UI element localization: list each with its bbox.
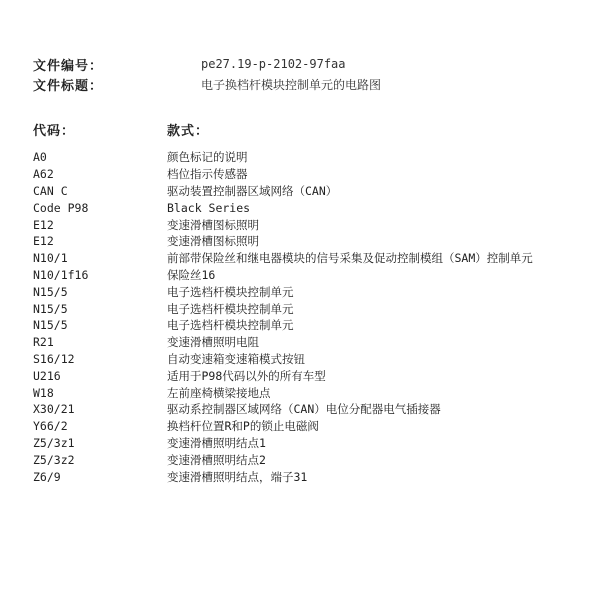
component-description: 电子选档杆模块控制单元 [167,318,294,333]
component-code: U216 [33,368,61,383]
component-code: N15/5 [33,301,68,316]
component-code: N10/1 [33,251,68,266]
component-code: E12 [33,234,54,249]
doc-title-label: 文件标题： [33,78,104,94]
doc-number-row [33,56,593,72]
list-item [33,317,598,334]
component-list [33,149,598,485]
list-item [33,199,598,216]
component-code: N15/5 [33,318,68,333]
list-item [33,216,598,233]
code-column-header: 代码： [33,124,76,139]
component-description: 保险丝16 [167,267,216,282]
list-item [33,451,598,468]
component-code: Z5/3z2 [33,452,75,467]
list-item [33,351,598,368]
component-code: W18 [33,385,54,400]
component-code: Code P98 [33,200,89,215]
component-description: 变速滑槽图标照明 [167,234,259,249]
component-description: 变速滑槽图标照明 [167,217,259,232]
list-item [33,435,598,452]
component-code: N15/5 [33,284,68,299]
doc-number-label: 文件编号： [33,58,104,74]
list-item [33,468,598,485]
component-description: 电子选档杆模块控制单元 [167,284,294,299]
component-description: 档位指示传感器 [167,167,248,182]
list-item [33,233,598,250]
component-code: X30/21 [33,402,75,417]
component-description: Black Series [167,200,251,215]
component-description: 驱动系控制器区域网络（CAN）电位分配器电气插接器 [167,402,441,417]
list-item [33,367,598,384]
component-code: CAN C [33,183,68,198]
component-description: 电子选档杆模块控制单元 [167,301,294,316]
list-item [33,384,598,401]
list-item [33,149,598,166]
component-description: 变速滑槽照明结点2 [167,452,266,467]
doc-title-value: 电子换档杆模块控制单元的电路图 [201,77,382,92]
component-description: 变速滑槽照明结点，端子31 [167,469,308,484]
component-code: E12 [33,217,54,232]
component-description: 自动变速箱变速箱模式按钮 [167,351,305,366]
list-item [33,183,598,200]
component-description: 变速滑槽照明结点1 [167,435,266,450]
doc-title-row [33,76,593,92]
component-code: A0 [33,150,47,165]
list-item [33,418,598,435]
component-description: 左前座椅横梁接地点 [167,385,271,400]
list-item [33,401,598,418]
component-code: Z6/9 [33,469,61,484]
component-code: N10/1f16 [33,267,89,282]
list-item [33,166,598,183]
list-item [33,300,598,317]
model-column-header: 款式： [167,124,210,139]
component-description: 适用于P98代码以外的所有车型 [167,368,326,383]
component-code: Y66/2 [33,419,68,434]
doc-number-value: pe27.19-p-2102-97faa [201,57,346,71]
list-item [33,250,598,267]
list-item [33,283,598,300]
component-description: 换档杆位置R和P的锁止电磁阀 [167,419,319,434]
list-item [33,267,598,284]
component-code: S16/12 [33,351,75,366]
component-description: 驱动装置控制器区域网络（CAN） [167,183,338,198]
component-code: A62 [33,167,54,182]
component-description: 颜色标记的说明 [167,150,248,165]
list-item [33,334,598,351]
component-code: Z5/3z1 [33,435,75,450]
component-description: 前部带保险丝和继电器模块的信号采集及促动控制模组（SAM）控制单元 [167,251,533,266]
component-code: R21 [33,335,54,350]
component-description: 变速滑槽照明电阻 [167,335,259,350]
